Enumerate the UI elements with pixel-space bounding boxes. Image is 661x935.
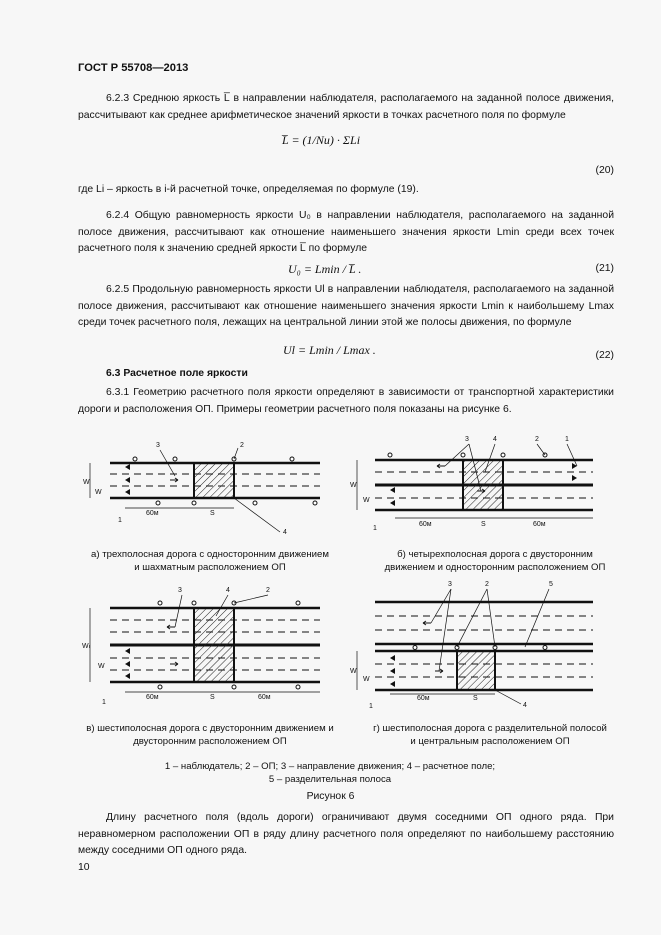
label-60m: 60м bbox=[419, 521, 432, 528]
legend-line-1: 1 – наблюдатель; 2 – ОП; 3 – направление движения; 4 – расчетное поле; bbox=[164, 761, 496, 772]
figure-legend bbox=[120, 761, 540, 786]
formula-number-22: (22) bbox=[595, 350, 614, 361]
formula-22: Ul = Lmin / Lmax . bbox=[283, 343, 376, 357]
direction-arrow bbox=[170, 478, 178, 482]
paragraph-final: Длину расчетного поля (вдоль дороги) ограничивают двумя соседними ОП одного ряда. При неравномерном расположении ОП в ряду длину расчетного поля определяют по наибольшему расстоянию между соседними ОП одного ряда. bbox=[78, 812, 614, 856]
observers bbox=[390, 655, 395, 687]
label-s: S bbox=[473, 695, 478, 702]
label-1: 1 bbox=[118, 517, 122, 524]
diagram-c bbox=[80, 586, 330, 708]
formula-number-20: (20) bbox=[595, 165, 614, 176]
observers bbox=[125, 464, 130, 495]
calculation-field bbox=[194, 463, 234, 498]
formula-20-where: где Li – яркость в i-й расчетной точке, определяемая по формуле (19). bbox=[78, 184, 419, 195]
paragraph-6-3-1: 6.3.1 Геометрию расчетного поля яркости определяют в зависимости от транспортной характеристики дороги и расположения ОП. Примеры геометрии расчетного поля показаны на рисунке 6. bbox=[78, 387, 614, 415]
observers bbox=[125, 648, 130, 679]
label-4: 4 bbox=[283, 529, 287, 536]
label-4: 4 bbox=[493, 436, 497, 443]
label-60m: 60м bbox=[258, 694, 271, 701]
label-5: 5 bbox=[549, 581, 553, 588]
label-1: 1 bbox=[565, 436, 569, 443]
legend-line-2: 5 – разделительная полоса bbox=[268, 773, 392, 785]
label-3: 3 bbox=[178, 587, 182, 594]
label-w: W bbox=[350, 668, 357, 675]
label-3: 3 bbox=[448, 581, 452, 588]
document-header: ГОСТ Р 55708—2013 bbox=[78, 62, 189, 74]
label-2: 2 bbox=[266, 587, 270, 594]
label-60m: 60м bbox=[533, 521, 546, 528]
formula-number-21: (21) bbox=[595, 263, 614, 274]
label-w-small: W bbox=[95, 489, 102, 496]
label-w-small: W bbox=[98, 663, 105, 670]
label-60m: 60м bbox=[146, 510, 159, 517]
label-1: 1 bbox=[369, 703, 373, 708]
caption-d: г) шестиполосная дорога с разделительной полосой и центральным расположением ОП bbox=[373, 723, 607, 747]
label-w-small: W bbox=[363, 676, 370, 683]
caption-a: а) трехполосная дорога с односторонним движением и шахматным расположением ОП bbox=[91, 549, 329, 573]
paragraph-6-2-3: 6.2.3 Среднюю яркость L̅ в направлении наблюдателя, располагаемого на заданной полосе движения, рассчитывают как среднее арифметическое значений яркости в точках расчетного поля по формуле bbox=[78, 93, 614, 121]
formula-20: L̅ = (1/Nu) · ΣLi bbox=[282, 133, 361, 147]
diagram-d bbox=[345, 578, 595, 708]
label-s: S bbox=[481, 521, 486, 528]
formula-21: U₀ = Lmin / L̅ . bbox=[288, 262, 362, 276]
label-60m: 60м bbox=[146, 694, 159, 701]
label-2: 2 bbox=[240, 442, 244, 449]
label-wl: Wₗ bbox=[82, 643, 90, 650]
caption-b: б) четырехполосная дорога с двусторонним движением и односторонним расположением ОП bbox=[384, 549, 606, 573]
label-4: 4 bbox=[523, 702, 527, 708]
label-s: S bbox=[210, 510, 215, 517]
label-60m: 60м bbox=[417, 695, 430, 702]
label-2: 2 bbox=[485, 581, 489, 588]
label-3: 3 bbox=[156, 442, 160, 449]
paragraph-6-2-5: 6.2.5 Продольную равномерность яркости Ul в направлении наблюдателя, располагаемого на заданной полосе движения, рассчитывают как отношение наименьшего значения яркости Lmin к наибольшему Lmax среди точек расчетного поля, лежащих на центральной линии этой же полосы движения, по формуле bbox=[78, 284, 614, 328]
label-w: W bbox=[350, 482, 357, 489]
calculation-field bbox=[194, 608, 234, 682]
label-1: 1 bbox=[102, 699, 106, 706]
diagram-a bbox=[80, 436, 330, 542]
luminaires bbox=[388, 453, 547, 457]
label-w-small: W bbox=[363, 497, 370, 504]
label-1: 1 bbox=[373, 525, 377, 532]
calculation-field bbox=[463, 460, 503, 510]
label-3: 3 bbox=[465, 436, 469, 443]
caption-c: в) шестиполосная дорога с двусторонним движением и двусторонним расположением ОП bbox=[86, 723, 334, 747]
label-w: W bbox=[83, 479, 90, 486]
page-number: 10 bbox=[78, 862, 90, 873]
luminaires bbox=[413, 646, 547, 650]
paragraph-6-2-4: 6.2.4 Общую равномерность яркости U₀ в направлении наблюдателя, располагаемого на заданной полосе движения, рассчитывают как отношение наименьшего значения яркости Lmin среди всех точек расчетного поля к значению средней яркости L̅ по формуле bbox=[78, 210, 614, 254]
label-2: 2 bbox=[535, 436, 539, 443]
section-title-6-3: 6.3 Расчетное поле яркости bbox=[106, 368, 248, 379]
calculation-field bbox=[457, 651, 495, 690]
label-s: S bbox=[210, 694, 215, 701]
label-4: 4 bbox=[226, 587, 230, 594]
figure-title: Рисунок 6 bbox=[306, 791, 355, 802]
diagram-b bbox=[345, 432, 595, 542]
